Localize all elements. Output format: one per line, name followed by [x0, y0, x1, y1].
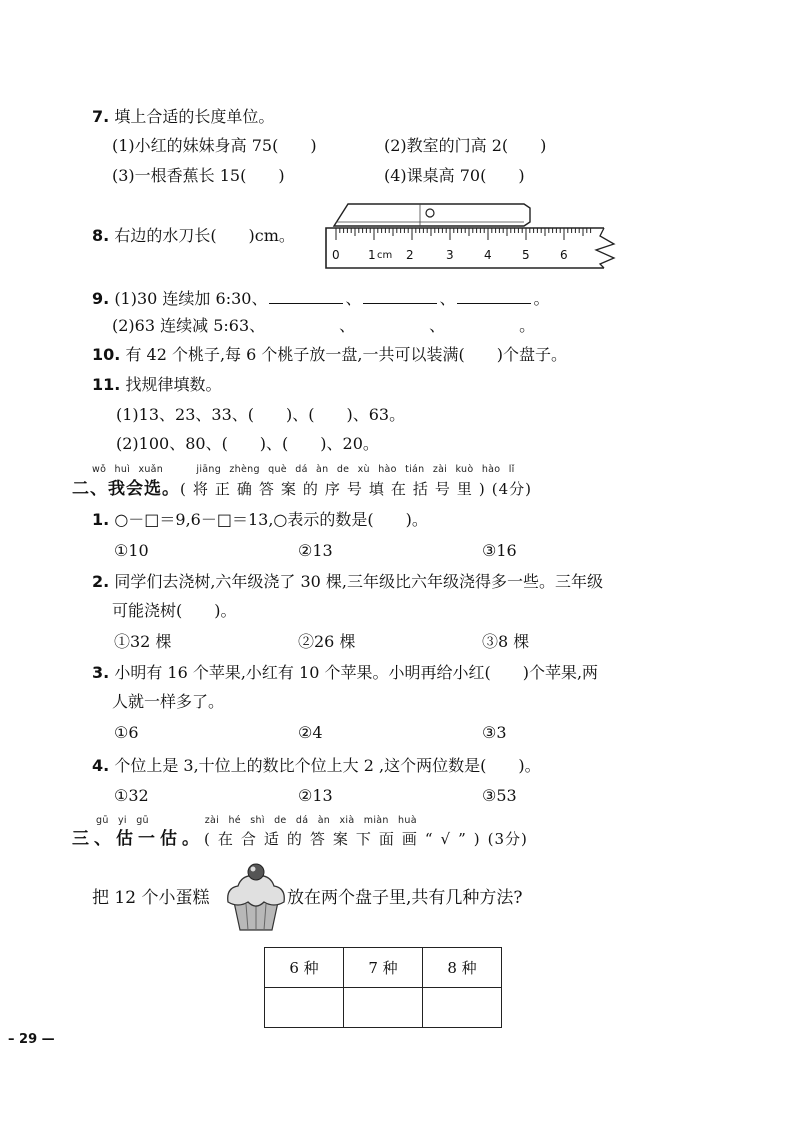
section2-pinyin: wǒ huì xuǎn jiāng zhèng què dá àn de xù hào tián zài kuò hào lǐ: [92, 464, 515, 475]
page-number-value: 29: [19, 1032, 38, 1047]
answer-blank[interactable]: [363, 287, 437, 304]
s2q3-option-2[interactable]: ②4: [298, 723, 323, 742]
section2-note: (将正确答案的序号填在括号里): [180, 480, 492, 498]
q11-stem: [92, 375, 221, 395]
table-header-7: 7 种: [344, 948, 423, 988]
section3-heading: [72, 829, 528, 849]
s2q2-option-1[interactable]: ①32 棵: [114, 632, 172, 651]
s2q1-option-3[interactable]: ③16: [482, 541, 517, 560]
s2q4-option-3[interactable]: ③53: [482, 786, 517, 805]
s2q1-number: 1.: [92, 510, 110, 529]
dash-right: —: [37, 1032, 55, 1047]
s3-text-before: 把 12 个小蛋糕: [92, 888, 210, 908]
q7-item-4: (4)课桌高 70( ): [384, 166, 525, 185]
answer-cell-6[interactable]: [265, 988, 344, 1028]
ruler-label-4: 4: [484, 248, 492, 262]
ruler-label-5: 5: [522, 248, 530, 262]
dash-left: –: [8, 1032, 20, 1047]
q10-text: 有 42 个桃子,每 6 个桃子放一盘,一共可以装满( )个盘子。: [125, 345, 567, 364]
ruler-label-1: 1: [368, 248, 376, 262]
table-header-8: 8 种: [423, 948, 502, 988]
q9-a-prefix: (1)30 连续加 6:30、: [114, 289, 268, 308]
q11-number: 11.: [92, 375, 121, 394]
q9-line-1: [92, 287, 550, 309]
q11-text: 找规律填数。: [125, 375, 222, 394]
section2-score: (4分): [491, 480, 532, 498]
q7-item-2: (2)教室的门高 2( ): [384, 136, 547, 155]
q9-line-2: [112, 316, 535, 336]
s2q1-line: [92, 510, 428, 530]
q7-stem: [92, 107, 274, 127]
cupcake-icon: [224, 862, 288, 934]
section3-score: (3分): [487, 830, 528, 848]
s2q1-option-1[interactable]: ①10: [114, 541, 149, 560]
q8-number: 8.: [92, 226, 110, 245]
q10-line: [92, 345, 567, 365]
ruler-label-3: 3: [446, 248, 454, 262]
s2q2-text-1: 同学们去浇树,六年级浇了 30 棵,三年级比六年级浇得多一些。三年级: [114, 572, 604, 591]
q9-b-prefix: (2)63 连续减 5:63、: [112, 316, 266, 335]
s2q1-text: ○－□＝9,6－□＝13,○表示的数是( )。: [114, 510, 428, 529]
answer-cell-7[interactable]: [344, 988, 423, 1028]
s2q2-line-1: [92, 572, 603, 592]
answer-cell-8[interactable]: [423, 988, 502, 1028]
s2q2-text-2: 可能浇树( )。: [112, 601, 237, 620]
s2q3-text-1: 小明有 16 个苹果,小红有 10 个苹果。小明再给小红( )个苹果,两: [114, 663, 599, 682]
section3-note: (在合适的答案下面画“√”): [204, 830, 488, 848]
period: 。: [519, 316, 536, 335]
section2-title: 二、我会选。: [72, 479, 180, 499]
section3-title: 三、估一估。: [72, 829, 204, 849]
knife-icon: [334, 204, 530, 226]
ruler-label-0: 0: [332, 248, 340, 262]
ruler-label-6: 6: [560, 248, 568, 262]
s2q4-number: 4.: [92, 756, 110, 775]
separator: 、: [429, 316, 446, 335]
q10-number: 10.: [92, 345, 121, 364]
separator: 、: [339, 316, 356, 335]
answer-table: [264, 947, 502, 1028]
table-header-6: 6 种: [265, 948, 344, 988]
q11-item-1: (1)13、23、33、( )、( )、63。: [116, 405, 406, 424]
s2q3-line-1: [92, 663, 598, 683]
page-number: [8, 1032, 55, 1047]
s2q3-number: 3.: [92, 663, 110, 682]
q11-item-2: (2)100、80、( )、( )、20。: [116, 434, 379, 453]
section2-heading: [72, 479, 532, 499]
answer-blank[interactable]: [269, 287, 343, 304]
s2q2-option-2[interactable]: ②26 棵: [298, 632, 356, 651]
s2q3-option-1[interactable]: ①6: [114, 723, 139, 742]
separator: 、: [439, 289, 456, 308]
q8-text: 右边的水刀长( )cm。: [114, 226, 295, 245]
ruler-label-cm: cm: [377, 250, 393, 261]
s3-text-after: 放在两个盘子里,共有几种方法?: [287, 888, 523, 908]
s2q2-number: 2.: [92, 572, 110, 591]
s2q3-option-3[interactable]: ③3: [482, 723, 507, 742]
ruler-label-2: 2: [406, 248, 414, 262]
answer-blank[interactable]: [457, 287, 531, 304]
period: 。: [533, 289, 550, 308]
s2q1-option-2[interactable]: ②13: [298, 541, 333, 560]
q7-number: 7.: [92, 107, 110, 126]
separator: 、: [345, 289, 362, 308]
s2q3-text-2: 人就一样多了。: [112, 692, 225, 711]
section3-pinyin: gū yi gū zài hé shì de dá àn xià miàn huà: [96, 815, 417, 826]
q7-text: 填上合适的长度单位。: [114, 107, 275, 126]
s2q2-option-3[interactable]: ③8 棵: [482, 632, 530, 651]
ruler-with-knife: [324, 200, 620, 270]
s2q4-text: 个位上是 3,十位上的数比个位上大 2 ,这个两位数是( )。: [114, 756, 541, 775]
q7-item-1: (1)小红的妹妹身高 75( ): [112, 136, 317, 155]
s2q4-line: [92, 756, 541, 776]
q7-item-3: (3)一根香蕉长 15( ): [112, 166, 285, 185]
q9-number: 9.: [92, 289, 110, 308]
s2q4-option-1[interactable]: ①32: [114, 786, 149, 805]
s2q4-option-2[interactable]: ②13: [298, 786, 333, 805]
q8-line: [92, 226, 295, 246]
